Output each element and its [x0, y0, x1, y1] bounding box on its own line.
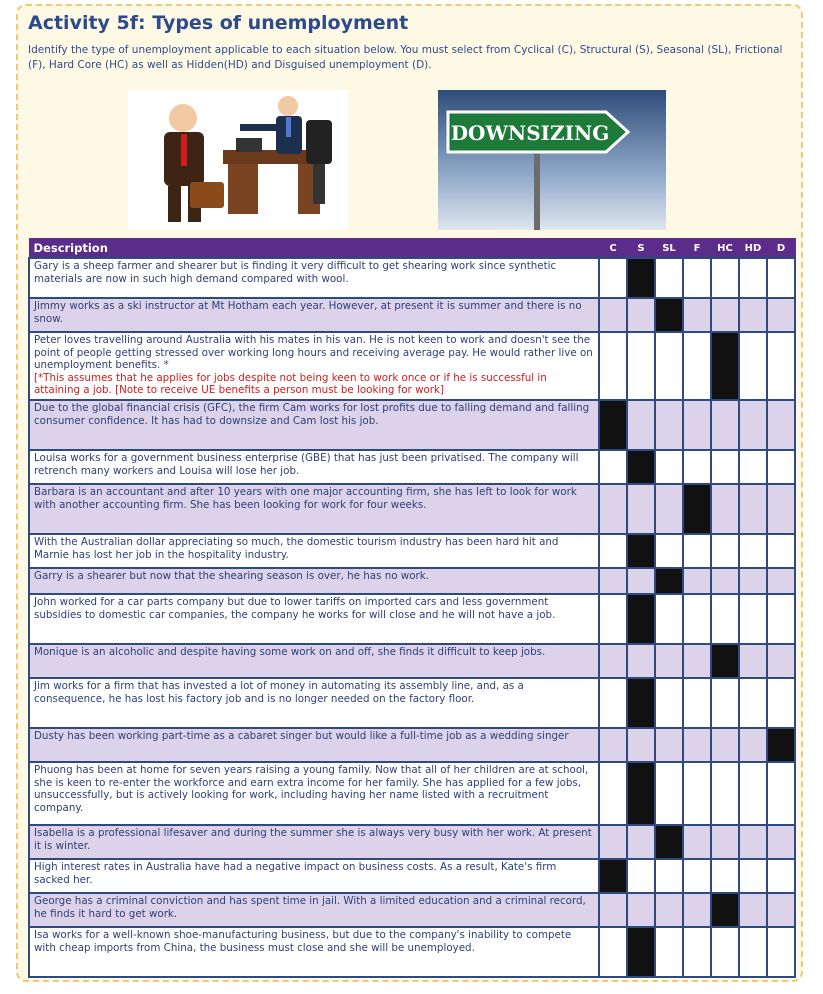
answer-cell-f	[683, 332, 711, 400]
answer-cell-f	[683, 678, 711, 728]
answer-cell-s	[627, 678, 655, 728]
answer-cell-hc	[711, 484, 739, 534]
row-description	[29, 258, 599, 298]
answer-cell-hd	[739, 298, 767, 332]
answer-cell-s	[627, 859, 655, 893]
row-description	[29, 893, 599, 927]
answer-cell-f	[683, 258, 711, 298]
answer-cell-hd	[739, 678, 767, 728]
header-col-hc: HC	[711, 239, 739, 259]
answer-cell-hc	[711, 644, 739, 678]
answer-cell-hc	[711, 762, 739, 825]
sign-text: DOWNSIZING	[450, 121, 610, 145]
row-description	[29, 400, 599, 450]
answer-cell-c	[599, 678, 627, 728]
row-description	[29, 450, 599, 484]
answer-cell-sl	[655, 859, 683, 893]
answer-cell-s	[627, 298, 655, 332]
row-description	[29, 678, 599, 728]
header-col-c: C	[599, 239, 627, 259]
answer-cell-hd	[739, 484, 767, 534]
table-row	[29, 644, 795, 678]
answer-cell-s	[627, 762, 655, 825]
row-description	[29, 484, 599, 534]
answer-cell-s	[627, 568, 655, 594]
worksheet	[16, 4, 803, 982]
answer-cell-c	[599, 298, 627, 332]
answer-cell-f	[683, 534, 711, 568]
answer-cell-d	[767, 728, 795, 762]
answer-cell-hd	[739, 762, 767, 825]
answer-cell-d	[767, 859, 795, 893]
answer-cell-c	[599, 728, 627, 762]
table-row	[29, 594, 795, 644]
answer-cell-hd	[739, 594, 767, 644]
row-description	[29, 644, 599, 678]
row-text: With the Australian dollar appreciating so much, the domestic tourism industry has been hard hit and Marnie has lost her job in the hospitality industry.	[34, 536, 559, 561]
row-description	[29, 825, 599, 859]
answer-cell-hc	[711, 298, 739, 332]
answer-cell-f	[683, 568, 711, 594]
row-text: George has a criminal conviction and has spent time in jail. With a limited education and a criminal record, he finds it hard to get work.	[34, 895, 586, 920]
answer-cell-c	[599, 644, 627, 678]
answer-cell-s	[627, 534, 655, 568]
answer-cell-hc	[711, 859, 739, 893]
answer-cell-s	[627, 644, 655, 678]
answer-cell-f	[683, 762, 711, 825]
answer-cell-sl	[655, 534, 683, 568]
answer-cell-hc	[711, 534, 739, 568]
answer-cell-hc	[711, 450, 739, 484]
answer-cell-f	[683, 644, 711, 678]
businessman-dismissed-illustration	[128, 90, 348, 230]
table-row	[29, 450, 795, 484]
downsizing-sign-image	[438, 90, 666, 230]
answer-cell-d	[767, 678, 795, 728]
answer-cell-f	[683, 484, 711, 534]
answer-cell-c	[599, 258, 627, 298]
answer-cell-s	[627, 893, 655, 927]
answer-cell-hc	[711, 400, 739, 450]
answer-cell-s	[627, 728, 655, 762]
answer-cell-c	[599, 927, 627, 977]
answer-cell-d	[767, 400, 795, 450]
row-text: Phuong has been at home for seven years raising a young family. Now that all of her children are at school, she is keen to re-enter the workforce and earn extra income for her family. She has applied for a few jobs, unsuccessfully, but is actively looking for work, including having her name listed with a recruitment company.	[34, 764, 589, 814]
page-title: Activity 5f: Types of unemployment	[28, 12, 409, 34]
answer-cell-hd	[739, 825, 767, 859]
table-header	[29, 239, 795, 259]
answer-cell-hc	[711, 258, 739, 298]
answer-cell-hd	[739, 332, 767, 400]
row-text: John worked for a car parts company but due to lower tariffs on imported cars and less government subsidies to domestic car companies, the company he works for will close and he will not have a job.	[34, 596, 556, 621]
answer-cell-hc	[711, 728, 739, 762]
answer-cell-sl	[655, 678, 683, 728]
row-description	[29, 568, 599, 594]
table-row	[29, 258, 795, 298]
answer-cell-sl	[655, 568, 683, 594]
row-description	[29, 762, 599, 825]
row-description	[29, 594, 599, 644]
answer-cell-hd	[739, 927, 767, 977]
answer-cell-f	[683, 728, 711, 762]
answer-cell-s	[627, 484, 655, 534]
answer-cell-c	[599, 762, 627, 825]
answer-cell-hc	[711, 825, 739, 859]
answer-cell-hc	[711, 568, 739, 594]
row-text: Barbara is an accountant and after 10 years with one major accounting firm, she has left to look for work with another accounting firm. She has been looking for work for four weeks.	[34, 486, 577, 511]
unemployment-table	[28, 238, 796, 978]
answer-cell-c	[599, 332, 627, 400]
answer-cell-hc	[711, 332, 739, 400]
table-row	[29, 859, 795, 893]
table-row	[29, 534, 795, 568]
row-description	[29, 927, 599, 977]
answer-cell-sl	[655, 927, 683, 977]
answer-cell-hc	[711, 678, 739, 728]
table-row	[29, 927, 795, 977]
table-row	[29, 298, 795, 332]
instructions: Identify the type of unemployment applicable to each situation below. You must select from Cyclical (C), Structural (S), Seasonal (SL), Frictional (F), Hard Core (HC) as well as Hidden(HD) and Disguised unemployment (D).	[28, 44, 783, 71]
row-text: Jimmy works as a ski instructor at Mt Hotham each year. However, at present it is summer and there is no snow.	[34, 300, 582, 325]
answer-cell-f	[683, 927, 711, 977]
row-text: Jim works for a firm that has invested a lot of money in automating its assembly line, and, as a consequence, he has lost his factory job and is no longer needed on the factory floor.	[34, 680, 524, 705]
answer-cell-sl	[655, 258, 683, 298]
answer-cell-d	[767, 484, 795, 534]
answer-cell-hd	[739, 258, 767, 298]
answer-cell-hd	[739, 534, 767, 568]
header-col-sl: SL	[655, 239, 683, 259]
answer-cell-hd	[739, 568, 767, 594]
row-description	[29, 859, 599, 893]
answer-cell-d	[767, 594, 795, 644]
answer-cell-sl	[655, 484, 683, 534]
header-description: Description	[29, 239, 599, 259]
answer-cell-hc	[711, 594, 739, 644]
answer-cell-sl	[655, 594, 683, 644]
answer-cell-sl	[655, 450, 683, 484]
row-text: Gary is a sheep farmer and shearer but is finding it very difficult to get shearing work since synthetic materials are now in such high demand compared with wool.	[34, 260, 557, 285]
answer-cell-sl	[655, 400, 683, 450]
row-text: Louisa works for a government business enterprise (GBE) that has just been privatised. The company will retrench many workers and Louisa will lose her job.	[34, 452, 579, 477]
answer-cell-d	[767, 644, 795, 678]
answer-cell-hd	[739, 400, 767, 450]
row-text: Peter loves travelling around Australia with his mates in his van. He is not keen to work and doesn't see the point of people getting stressed over working long hours and receiving average pay. He would rather live on unemployment benefits. *	[34, 334, 593, 371]
answer-cell-sl	[655, 298, 683, 332]
answer-cell-s	[627, 450, 655, 484]
answer-cell-s	[627, 400, 655, 450]
answer-cell-c	[599, 893, 627, 927]
answer-cell-hd	[739, 893, 767, 927]
answer-cell-hd	[739, 728, 767, 762]
answer-cell-d	[767, 825, 795, 859]
answer-cell-d	[767, 568, 795, 594]
answer-cell-s	[627, 332, 655, 400]
answer-cell-s	[627, 594, 655, 644]
answer-cell-f	[683, 594, 711, 644]
table-row	[29, 825, 795, 859]
answer-cell-d	[767, 762, 795, 825]
table-row	[29, 678, 795, 728]
answer-cell-s	[627, 258, 655, 298]
answer-cell-hd	[739, 859, 767, 893]
answer-cell-f	[683, 825, 711, 859]
table-row	[29, 728, 795, 762]
row-text: Isa works for a well-known shoe-manufacturing business, but due to the company's inability to compete with cheap imports from China, the business must close and she will be unemployed.	[34, 929, 572, 954]
table-row	[29, 484, 795, 534]
answer-cell-d	[767, 927, 795, 977]
row-description	[29, 534, 599, 568]
row-description	[29, 728, 599, 762]
table-row	[29, 893, 795, 927]
answer-cell-f	[683, 450, 711, 484]
answer-cell-c	[599, 594, 627, 644]
answer-cell-hc	[711, 927, 739, 977]
answer-cell-f	[683, 893, 711, 927]
answer-cell-c	[599, 534, 627, 568]
answer-cell-d	[767, 534, 795, 568]
header-col-d: D	[767, 239, 795, 259]
row-description	[29, 332, 599, 400]
answer-cell-s	[627, 927, 655, 977]
answer-cell-s	[627, 825, 655, 859]
row-text: High interest rates in Australia have had a negative impact on business costs. As a result, Kate's firm sacked her.	[34, 861, 557, 886]
row-text: Due to the global financial crisis (GFC), the firm Cam works for lost profits due to falling demand and falling consumer confidence. It has had to downsize and Cam lost his job.	[34, 402, 590, 427]
answer-cell-hc	[711, 893, 739, 927]
answer-cell-d	[767, 332, 795, 400]
answer-cell-d	[767, 450, 795, 484]
answer-cell-c	[599, 484, 627, 534]
header-col-f: F	[683, 239, 711, 259]
answer-cell-hd	[739, 644, 767, 678]
answer-cell-sl	[655, 825, 683, 859]
answer-cell-hd	[739, 450, 767, 484]
row-note: [*This assumes that he applies for jobs despite not being keen to work once or if he is successful in attaining a job. [Note to receive UE benefits a person must be looking for work]	[34, 371, 547, 396]
answer-cell-sl	[655, 728, 683, 762]
answer-cell-c	[599, 568, 627, 594]
table-row	[29, 400, 795, 450]
table-row	[29, 332, 795, 400]
answer-cell-d	[767, 258, 795, 298]
row-text: Isabella is a professional lifesaver and during the summer she is always very busy with her work. At present it is winter.	[34, 827, 592, 852]
answer-cell-f	[683, 298, 711, 332]
row-text: Monique is an alcoholic and despite having some work on and off, she finds it difficult to keep jobs.	[34, 646, 546, 658]
answer-cell-sl	[655, 332, 683, 400]
header-col-hd: HD	[739, 239, 767, 259]
answer-cell-d	[767, 298, 795, 332]
answer-cell-f	[683, 859, 711, 893]
answer-cell-sl	[655, 762, 683, 825]
header-col-s: S	[627, 239, 655, 259]
answer-cell-f	[683, 400, 711, 450]
answer-cell-sl	[655, 893, 683, 927]
row-text: Dusty has been working part-time as a cabaret singer but would like a full-time job as a wedding singer	[34, 730, 569, 742]
row-text: Garry is a shearer but now that the shearing season is over, he has no work.	[34, 570, 429, 582]
table-row	[29, 762, 795, 825]
answer-cell-sl	[655, 644, 683, 678]
answer-cell-c	[599, 450, 627, 484]
table-row	[29, 568, 795, 594]
answer-cell-c	[599, 825, 627, 859]
answer-cell-c	[599, 859, 627, 893]
answer-cell-d	[767, 893, 795, 927]
answer-cell-c	[599, 400, 627, 450]
row-description	[29, 298, 599, 332]
